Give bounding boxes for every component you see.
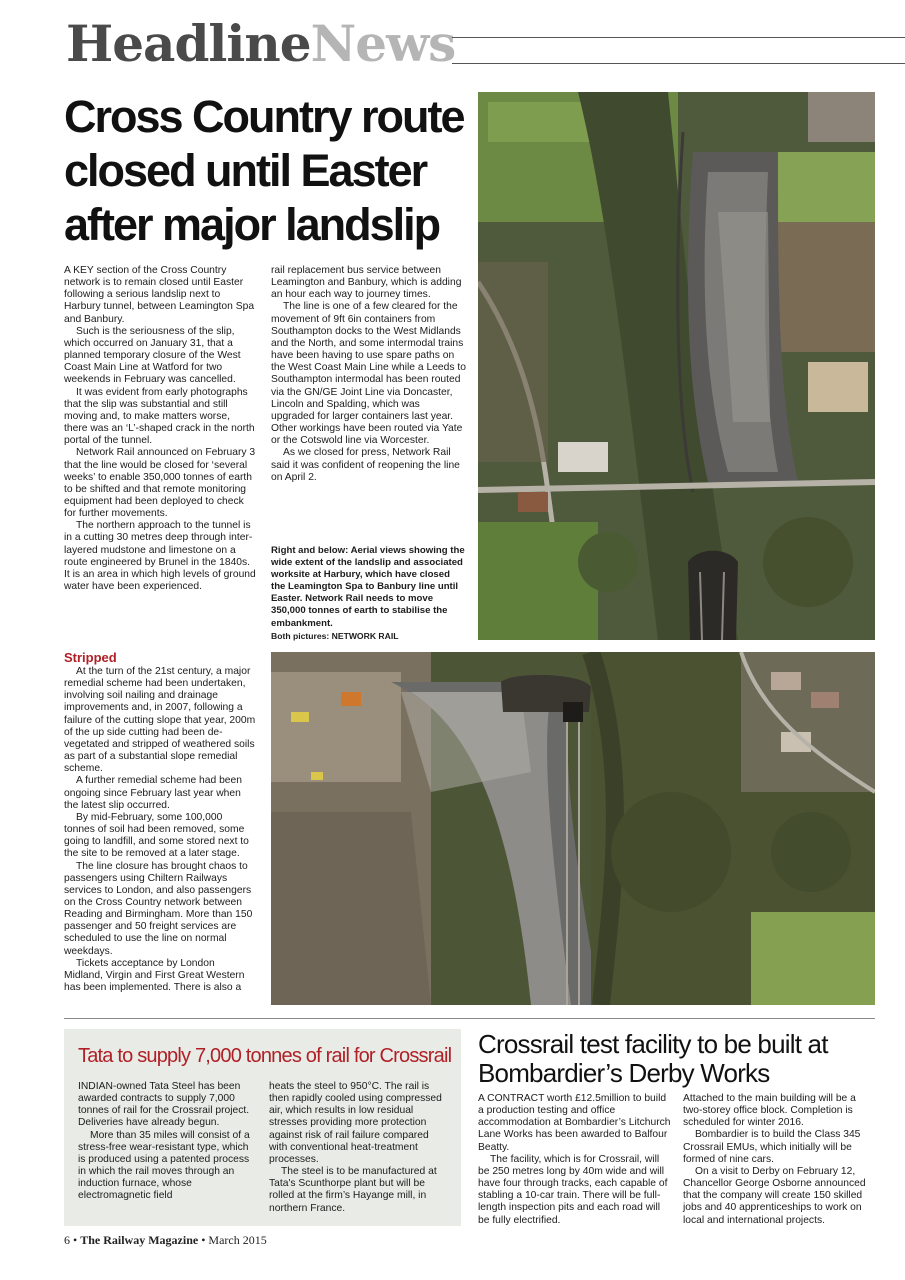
issue-date: March 2015 (208, 1233, 267, 1247)
magazine-name: The Railway Magazine (80, 1233, 199, 1247)
tata-column-2 (269, 1081, 449, 1215)
article-column-1b (64, 650, 256, 994)
article-paragraph: rail replacement bus service between Leamington and Banbury, which is adding an hour each way to journey times. (271, 265, 462, 301)
article-paragraph: The line is one of a few cleared for the movement of 9ft 6in containers from Southampton docks to the West Midlands and the North, and some intermodal trains have been having to use spare paths on the West Coast Main Line while a Leeds to Southampton intermodal has been routed via the GN/GE Joint Line via Doncaster, Lincoln and Spalding, which was upgraded for larger containers last year. Other workings have been routed via Yate or the Cotswold line via Worcester. (271, 301, 466, 447)
photo-credit: Both pictures: NETWORK RAIL (271, 630, 399, 641)
caption-text: Right and below: Aerial views showing the wide extent of the landslip and associated worksite at Harbury, which have closed the Leamington Spa to Banbury line until Easter. Network Rail needs to move 350,000 tonnes of earth to stabilise the embankment. (271, 545, 465, 629)
header-rule-bottom (452, 63, 905, 64)
tata-paragraph: The steel is to be manufactured at Tata's Scunthorpe plant but will be rolled at the firm’s Hayange mill, in northern France. (269, 1166, 437, 1214)
article-paragraph: As we closed for press, Network Rail said it was confident of reopening the line on April 2. (271, 447, 460, 483)
tata-column-1 (78, 1081, 258, 1203)
article-paragraph: The line closure has brought chaos to passengers using Chiltern Railways services to London, and also passengers on the Cross Country network between Reading and Birmingham. More than 150 passenger and 50 freight services are scheduled to use the line on normal weekdays. (64, 860, 253, 957)
crossrail-paragraph: A CONTRACT worth £12.5million to build a production testing and office accommodation at Bombardier’s Litchurch Lane Works has been awarded to Balfour Beatty. (478, 1093, 671, 1153)
section-header-word2: News (310, 14, 456, 73)
tata-headline: Tata to supply 7,000 tonnes of rail for Crossrail (78, 1045, 452, 1067)
article-paragraph: By mid-February, some 100,000 tonnes of soil had been removed, some going to landfill, and some stored next to the site to be removed at a later stage. (64, 811, 249, 860)
crossrail-headline: Crossrail test facility to be built at Bombardier’s Derby Works (478, 1029, 828, 1088)
crossrail-paragraph: On a visit to Derby on February 12, Chancellor George Osborne announced that the company will create 150 skilled jobs and 40 apprenticeships to work on local and international projects. (683, 1165, 866, 1226)
section-header-word1: Headline (66, 14, 311, 73)
article-paragraph: A further remedial scheme had been ongoing since February last year when the latest slip occurred. (64, 775, 242, 811)
tata-paragraph: INDIAN-owned Tata Steel has been awarded contracts to supply 7,000 tonnes of rail for the Crossrail project. Deliveries have already begun. (78, 1081, 250, 1129)
article-paragraph: A KEY section of the Cross Country network is to remain closed until Easter following a serious landslip next to Harbury tunnel, between Leamington Spa and Banbury. (64, 265, 255, 325)
article-subhead: Stripped (64, 650, 117, 665)
aerial-photo-bottom-image (271, 652, 875, 1005)
crossrail-paragraph: Attached to the main building will be a two-storey office block. Completion is scheduled for winter 2016. (683, 1093, 856, 1129)
tata-paragraph: More than 35 miles will consist of a stress-free wear-resistant type, which is produced using a patented process in which the rail moves through an induction furnace, whose electromagnetic field (78, 1129, 250, 1202)
aerial-photo-top (478, 92, 875, 640)
crossrail-column-2 (683, 1093, 878, 1227)
photo-caption (271, 545, 466, 643)
page-number: 6 (64, 1233, 70, 1247)
article-paragraph: At the turn of the 21st century, a major remedial scheme had been undertaken, involving soil nailing and drainage improvements and, in 2007, following a failure of the cutting slope that year, 200m of the up side cutting had been de-vegetated and stripped of weathered soils as part of a substantial slope remedial scheme. (64, 666, 256, 775)
footer-bullet: • (73, 1233, 78, 1247)
header-rule-top (452, 37, 905, 38)
aerial-photo-bottom (271, 652, 875, 1005)
section-header (66, 14, 455, 74)
section-separator (64, 1018, 875, 1019)
article-paragraph: Tickets acceptance by London Midland, Virgin and First Great Western has been implemented. There is also a (64, 957, 245, 994)
article-column-2 (271, 265, 466, 484)
crossrail-column-1 (478, 1093, 673, 1227)
footer-bullet: • (201, 1233, 206, 1247)
tata-paragraph: heats the steel to 950°C. The rail is then rapidly cooled using compressed air, which results in low residual stresses providing more protection against risk of rail failure compared with conventional heat-treatment processes. (269, 1081, 442, 1165)
article-paragraph: The northern approach to the tunnel is in a cutting 30 metres deep through inter-layered mudstone and limestone on a route engineered by Brunel in the 1840s. It is an area in which high levels of ground water have been experienced. (64, 520, 256, 593)
article-column-1 (64, 265, 256, 593)
article-paragraph: Such is the seriousness of the slip, which occurred on January 31, that a planned temporary closure of the West Coast Main Line at Watford for two weekends in February was cancelled. (64, 325, 241, 386)
article-paragraph: It was evident from early photographs that the slip was substantial and still moving and, to make matters worse, there was an ‘L’-shaped crack in the north portal of the tunnel. (64, 386, 255, 447)
aerial-photo-top-image (478, 92, 875, 640)
article-headline: Cross Country route closed until Easter after major landslip (64, 91, 464, 250)
page-footer (64, 1233, 267, 1248)
crossrail-paragraph: Bombardier is to build the Class 345 Crossrail EMUs, which initially will be formed of nine cars. (683, 1129, 861, 1165)
crossrail-paragraph: The facility, which is for Crossrail, will be 250 metres long by 40m wide and will have four through tracks, each capable of stabling a 10-car train. There will be full-length inspection pits and each road will be fully electrified. (478, 1153, 668, 1226)
article-paragraph: Network Rail announced on February 3 that the line would be closed for ‘several weeks’ to enable 350,000 tonnes of earth to be shifted and that remote monitoring equipment had been deployed to check for further movements. (64, 447, 256, 520)
